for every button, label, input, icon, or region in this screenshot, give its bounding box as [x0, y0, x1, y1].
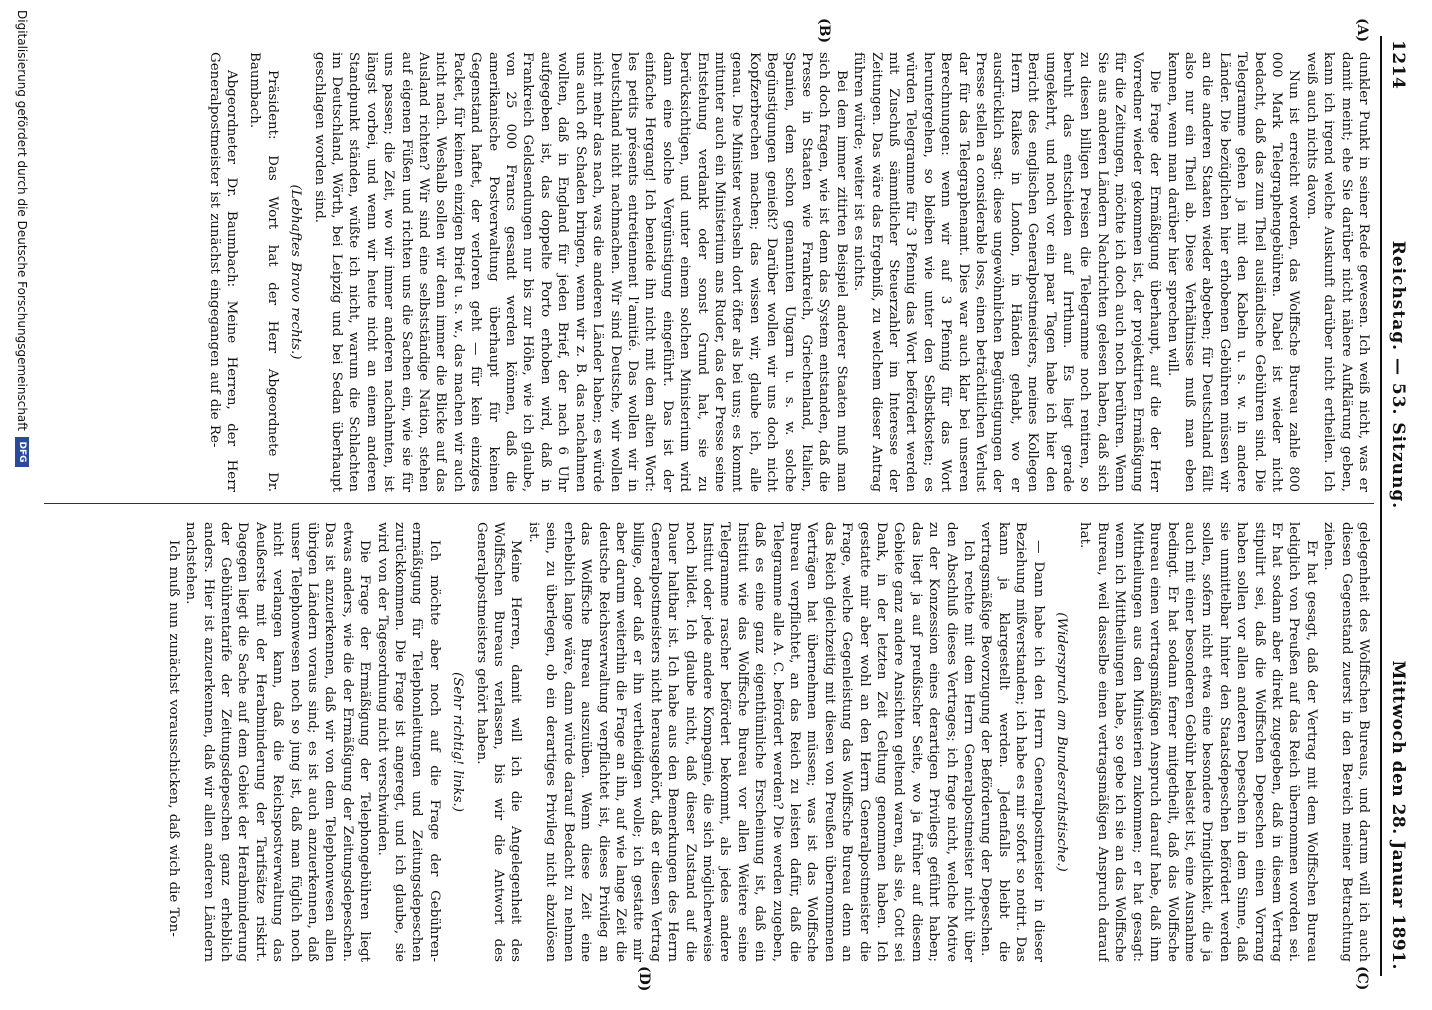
interjection: (Lebhaftes Bravo rechts.) — [288, 184, 304, 360]
paragraph: dunkler Punkt in seiner Rede gewesen. Ich weiß nicht, was er damit meint; ehe Sie darüber nicht nähere Aufklärung geben, kann ich irgend welche Auskunft darüber nicht ertheilen. Ich weiß auch nichts davon. — [1303, 52, 1371, 492]
paragraph: — Dann habe ich den Herrn Generalpostmeister in dieser Beziehung mißverstanden; ich habe es mir sofort so notirt. Das kann ja klargestellt werden. Jedenfalls bleibt die vertragsmäßige Bevorzugung der Beförderung der Depeschen. — [978, 522, 1046, 962]
paragraph: Nun ist erreicht worden, das Wolffsche Bureau zahle 800 000 Mark Telegraphengebühren. Dabei ist wieder nicht bedacht, daß das zum Theil ausländische Gebühren sind. Die Telegramme gehen ja mit den Kabeln u. s. w. in andere Länder. Die bezüglichen hier erhobenen Gebühren müssen wir an die anderen Staaten wieder abgeben; für Deutschland fällt also nur ein Theil ab. Diese Verhältnisse muß man eben kennen, wenn man darüber hier sprechen will. — [1164, 52, 1302, 492]
speaker-paragraph: Abgeordneter Dr. Baumbach: Meine Herren, der Herr Generalpostmeister ist zunächst eingegangen auf die Re- — [206, 52, 239, 492]
margin-marker-c: (C) — [1354, 966, 1370, 991]
digitization-footer — [4, 0, 40, 1010]
interjection: (Sehr richtig! links.) — [450, 672, 466, 812]
interjection: (Widerspruch am Bundesrathstische.) — [1054, 612, 1070, 872]
margin-marker-b: (B) — [816, 18, 832, 44]
left-column — [52, 52, 1372, 492]
margin-marker-a: (A) — [1354, 18, 1370, 43]
session-date: Mittwoch den 28. Januar 1891. — [1388, 660, 1408, 970]
paragraph: Ich möchte aber noch auf die Frage der Gebühren-ermäßigung für Telephonleitungen und Zeitungsdepeschen zurückkommen. Die Frage ist angeregt, und ich glaube, sie wird von der Tagesordnung nicht verschwinden. — [374, 522, 442, 962]
speaker-paragraph: Präsident: Das Wort hat der Herr Abgeordnete Dr. Baumbach. — [247, 52, 280, 492]
paragraph: Bei dem immer zitirten Beispiel anderer Staaten muß man sich doch fragen, wie ist denn das System entstanden, daß die Presse in Staaten wie Frankreich, Griechenland, Italien, Spanien, dem schon genannten Ungarn u. s. w. solche Begünstigungen genießt? Darüber wollen wir uns doch nicht Kopfzerbrechen machen; das wissen wir, glaube ich, alle genau. Die Minister wechseln dort öfter als bei uns; es kommt mitunter auch ein Ministerium ans Ruder, das der Presse seine Entstehung verdankt oder sonst Grund hat, sie zu berücksichtigen, und unter einem solchen Ministerium wird dann eine solche Vergünstigung eingeführt. Das ist der einfache Hergang! Ich beneide ihn nicht mit dem alten Wort: les petits présents entretiennent l'amitié. Das wollen wir in Deutschland nicht nachmachen. Wir sind Deutsche, wir wollen nicht mehr das nach, was die anderen Länder haben; es würde uns auch oft Schaden bringen, wenn wir z. B. das nachahmen wollten, daß in England für jeden Brief, der nach 6 Uhr aufgegeben ist, das doppelte Porto erhoben wird, daß in Frankreich Geldsendungen nur bis zur Höhe, wie ich glaube, von 25 000 Francs gesandt werden können, daß die amerikanische Postverwaltung überhaupt für keinen Gegenstand haftet, der verloren geht — für kein einziges Packet, für keinen einzigen Brief u. s. w., das machen wir auch nicht nach. Weshalb sollen wir denn immer die Blicke auf das Ausland richten? Wir sind eine selbstständige Nation, stehen auf eigenen Füßen und richten uns die Sachen ein, wie sie für uns passen; die Zeit, wo wir immer anderen nachahmten, ist längst vorbei, und wenn wir heute nicht an einem anderen Standpunkt ständen, wüßte ich nicht, warum die Schlachten im Deutschland, Wörth, bei Leipzig und bei Sedan überhaupt geschlagen worden sind. — [311, 52, 849, 492]
session-title: Reichstag. — 53. Sitzung. — [1388, 240, 1408, 510]
paragraph: Die Frage der Ermäßigung der Telephongebühren liegt etwas anders, wie die der Ermäßigung der Zeitungsdepeschen. Das ist anzuerkennen, daß wir von dem Telephonwesen allen übrigen Ländern voraus sind; es ist auch anzuerkennen, daß unser Telephonwesen noch so jung ist, daß man füglich noch nicht verlangen kann, daß die Reichspostverwaltung das Aeußerste mit der Herabminderung der Tarifsätze riskirt. Dagegen liegt die Sache auf dem Gebiet der Herabminderung der Gebührentarife der Zeitungsdepeschen ganz erheblich anders. Hier ist anzuerkennen, daß wir allen anderen Ländern nachstehen. — [183, 522, 373, 962]
header-rule — [1380, 36, 1382, 976]
paragraph: Meine Herren, damit will ich die Angelegenheit des Wolffschen Bureaus verlassen, bis wir die Antwort des Generalpostmeisters gehört haben. — [473, 522, 524, 962]
paragraph: Ich rechte mit dem Herrn Generalpostmeister nicht über den Abschluß dieses Vertrages; ich frage nicht, welche Motive zu der Konzession eines derartigen Privilegs geführt haben; das liegt ja auf preußischer Seite, wo ja früher auf diesem Gebiete ganz andere Ansichten geltend waren, als sie, Gott sei Dank, in der letzten Zeit Geltung genommen haben. Ich gestatte mir aber wohl an den Herrn Generalpostmeister die Frage, welche Gegenleistung das Wolffsche Bureau denn an das Reich gleichzeitig mit diesen von Preußen übernommenen Verträgen hat übernehmen müssen; was ist das Wolffsche Bureau verpflichtet, an das Reich zu leisten dafür, daß die Telegramme alle A. C. befördert werden? Die werden zugeben, daß es eine ganz eigenthümliche Erscheinung ist, daß ein Institut wie das Wolffsche Bureau vor allen Weitere seine Telegramme rascher befördert bekommt, als jedes andere Institut oder jede andere Kompagnie, die sich möglicherweise noch bildet. Ich glaube nicht, daß dieser Zustand auf die Dauer haltbar ist. Ich habe aus den Bemerkungen des Herrn Generalpostmeisters nicht herausgehört, daß er diesen Vertrag billige, oder daß er ihn vertheidigen wolle; ich gestatte mir aber darum weiterhin die Frage an ihn, auf wie lange Zeit die deutsche Reichsverwaltung verpflichtet ist, dieses Privileg an das Wolffsche Bureau auszuüben. Wenn diese Zeit eine erheblich lange wäre, dann würde darauf Bedacht zu nehmen sein, zu überlegen, ob ein derartiges Privileg nicht abzulösen ist. — [525, 522, 977, 962]
paragraph: Er hat gesagt, daß der Vertrag mit dem Wolffschen Bureau lediglich von Preußen auf das Reich übernommen worden sei. Er hat sodann aber direkt zugegeben, daß in diesem Vertrag stipulirt sei, daß die Wolffschen Depeschen einen Vorrang haben sollen vor allen anderen Depeschen in dem Sinne, daß sie unmittelbar hinter den Staatsdepeschen befördert werden sollen, sofern nicht etwa eine besondere Dringlichkeit, die ja auch mit einer besonderen Gebühr belastet ist, eine Ausnahme bedingt. Er hat sodann ferner mitgetheilt, daß das Wolffsche Bureau einen vertragsmäßigen Anspruch darauf habe, daß ihm Mittheilungen aus den Ministerien zukommen; er hat gesagt: wenn ich Mittheilungen habe, so gebe ich sie an das Wolffsche Bureau, weil dasselbe einen vertragsmäßigen Anspruch darauf hat. — [1077, 522, 1319, 962]
dfg-logo: DFG — [15, 437, 29, 467]
page-header — [1388, 40, 1432, 970]
right-column — [52, 522, 1372, 962]
footer-text: Digitalisierung gefördert durch die Deutsche Forschungsgemeinschaft — [15, 10, 29, 432]
margin-marker-d: (D) — [636, 966, 652, 992]
paragraph: Ich muß nun zunächst vorausschicken, daß wich die Ton- — [165, 540, 181, 937]
column-divider — [44, 503, 1374, 504]
paragraph: gelegenheit des Wolffschen Bureaus, und darum will ich auch diesen Gegenstand zuerst in den Bereich meiner Betrachtung ziehen. — [1321, 522, 1371, 962]
paragraph: Die Frage der Ermäßigung überhaupt, auf die der Herr Vorredner wieder gekommen ist, der projektirten Ermäßigung für die Zeitungen, möchte ich doch auch noch berühren. Wenn Sie aus anderen Ländern Nachrichten gelesen haben, daß sich zu diesen billigen Preisen die Telegramme noch rentiren, so beruht das entschieden auf Irrthum. Es liegt gerade umgekehrt, und noch vor ein paar Tagen habe ich hier den Bericht des englischen Generalpostmeisters, meines Kollegen Herrn Raikes in London, in Händen gehabt, wo er ausdrücklich sagt: diese ungewöhnlichen Begünstigungen der Presse stellen a considerable loss, einen beträchtlichen Verlust dar für das Telegraphenamt. Dies war auch klar bei unseren Berechnungen: wenn wir auf 3 Pfennig für das Wort heruntergehen, so bleiben wie unter den Selbstkosten; es würden Telegramme für 3 Pfennig das Wort befördert werden mit Zuschuß sämmtlicher Steuerzahler im Interesse der Zeitungen. Das wäre das Ergebniß, zu welchem dieser Antrag führen würde; weiter ist es nichts. — [851, 52, 1163, 492]
page-number: 1214 — [1388, 40, 1408, 90]
